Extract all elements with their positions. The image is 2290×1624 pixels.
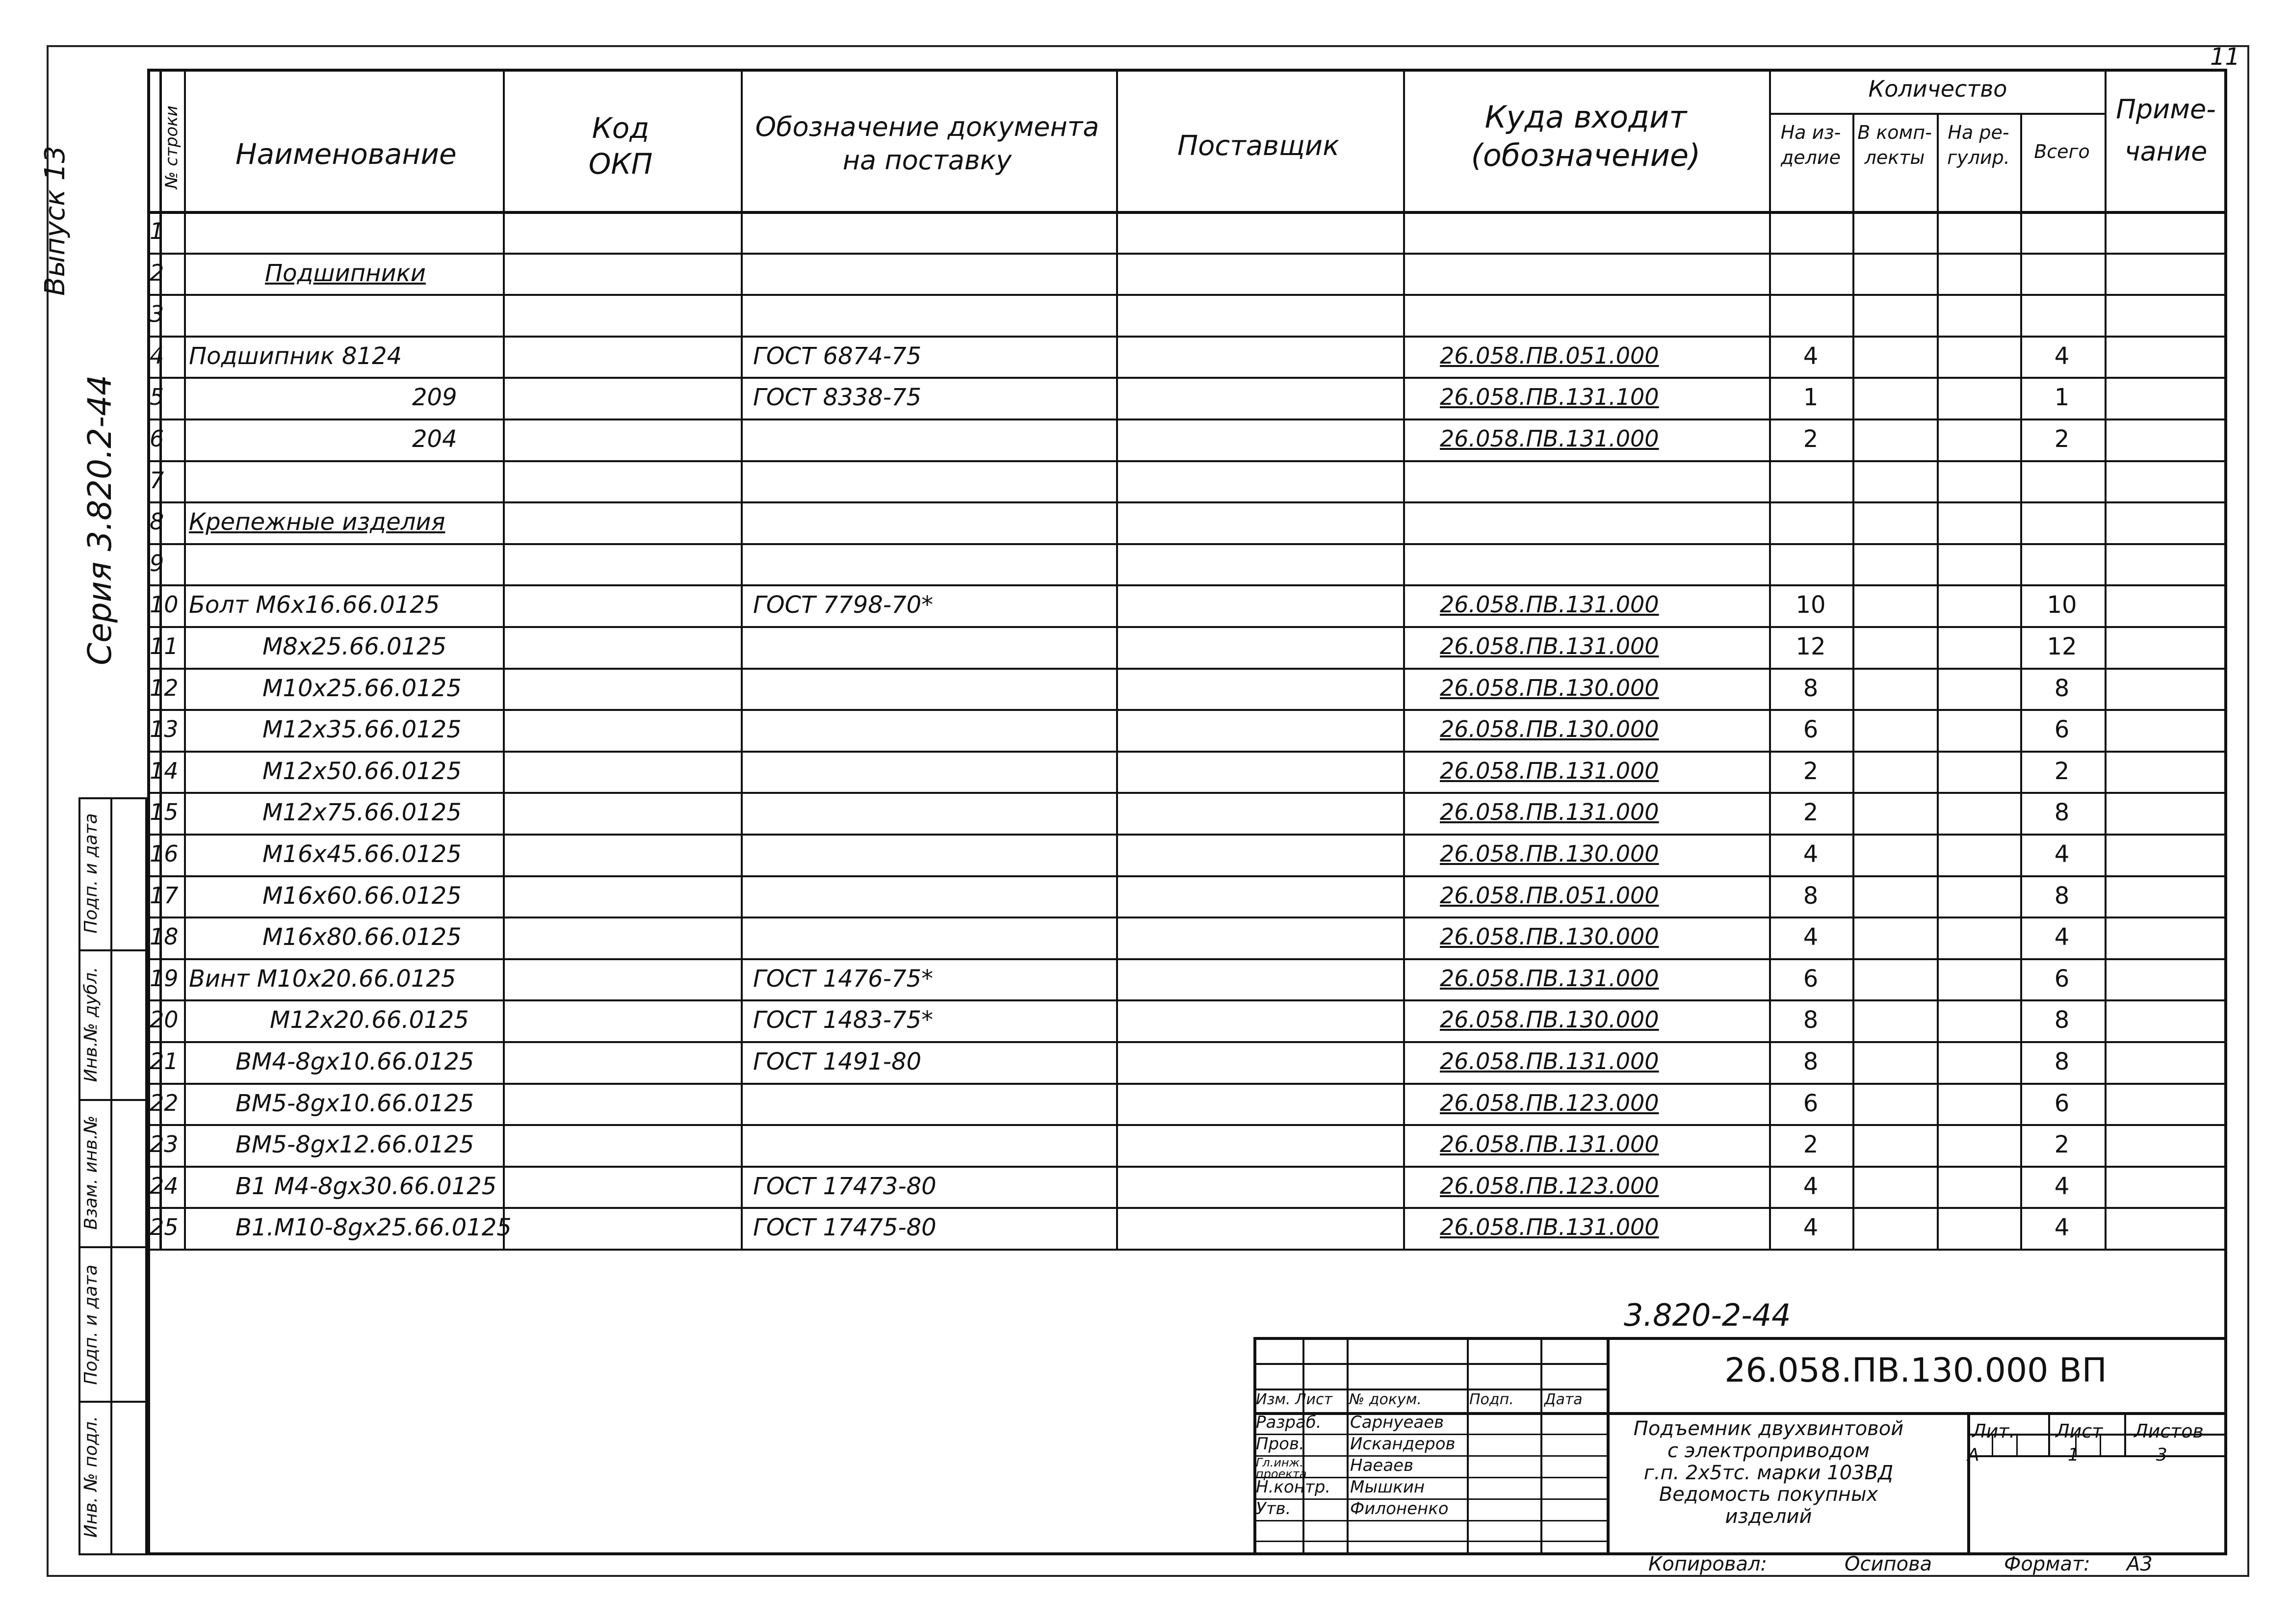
row-rule	[147, 999, 2227, 1001]
col-rule	[741, 69, 743, 1249]
col-rule	[1116, 69, 1118, 1249]
qty-subheader-rule	[1769, 113, 2105, 115]
row-number: 4	[150, 342, 164, 369]
tb-line	[1253, 1541, 1607, 1542]
item-qty: 12	[1796, 633, 1826, 660]
item-name: М16х80.66.0125	[262, 923, 462, 951]
stamp-replace-inv: Взам. инв.№	[81, 1115, 101, 1230]
tb-role: Гл.инж. проекта	[1256, 1456, 1307, 1481]
tb-person: Филоненко	[1350, 1499, 1449, 1519]
item-qty: 2	[1803, 757, 1819, 785]
item-where: 26.058.ПВ.123.000	[1440, 1089, 1659, 1116]
tb-line	[1607, 1412, 2227, 1415]
item-qty: 2	[1803, 425, 1819, 453]
item-name: Крепежные изделия	[189, 508, 445, 536]
row-number: 25	[150, 1214, 179, 1241]
tb-line	[1253, 1388, 1607, 1390]
item-name: М10х25.66.0125	[262, 674, 462, 702]
row-number: 3	[150, 301, 164, 328]
item-where: 26.058.ПВ.130.000	[1440, 1006, 1659, 1033]
col-rule	[1937, 113, 1939, 1249]
tb-sheets-label: Листов	[2134, 1420, 2204, 1442]
row-rule	[147, 543, 2227, 545]
item-total: 4	[2054, 840, 2070, 868]
row-rule	[147, 1207, 2227, 1209]
row-rule	[147, 958, 2227, 960]
tb-line	[1467, 1337, 1469, 1555]
item-total: 8	[2054, 799, 2070, 827]
item-name: 209	[412, 384, 457, 412]
row-number: 11	[150, 633, 179, 659]
row-number: 22	[150, 1089, 179, 1116]
sheet-corner-number: 11	[2210, 43, 2240, 71]
item-name: М8х25.66.0125	[262, 633, 447, 660]
item-doc: ГОСТ 1483-75*	[753, 1006, 934, 1034]
item-total: 10	[2047, 591, 2077, 619]
row-number: 14	[150, 757, 179, 784]
tb-title	[1609, 1418, 1928, 1528]
item-qty: 4	[1803, 342, 1819, 370]
copied-label: Копировал:	[1648, 1553, 1768, 1575]
item-name: ВМ5-8gх12.66.0125	[235, 1131, 474, 1159]
item-qty: 8	[1803, 1048, 1819, 1075]
tb-role: Разраб.	[1256, 1413, 1322, 1432]
row-number: 23	[150, 1131, 179, 1158]
item-where: 26.058.ПВ.131.000	[1440, 757, 1659, 784]
item-where: 26.058.ПВ.051.000	[1440, 342, 1659, 369]
row-number: 17	[150, 882, 179, 909]
item-doc: ГОСТ 1491-80	[753, 1048, 922, 1075]
row-rule	[147, 751, 2227, 753]
row-number: 24	[150, 1172, 179, 1199]
row-rule	[147, 460, 2227, 462]
item-qty: 6	[1803, 965, 1819, 993]
tb-title-line-5: изделий	[1725, 1505, 1812, 1528]
tb-role: Н.контр.	[1256, 1477, 1331, 1497]
tb-head-sign: Подп.	[1469, 1391, 1514, 1408]
row-number: 13	[150, 716, 179, 743]
tb-head-doc: № докум.	[1349, 1391, 1422, 1408]
item-doc: ГОСТ 17475-80	[753, 1214, 937, 1242]
item-qty: 6	[1803, 716, 1819, 744]
item-where: 26.058.ПВ.130.000	[1440, 840, 1659, 867]
tb-line	[1967, 1455, 2227, 1457]
item-total: 1	[2054, 384, 2070, 412]
item-total: 4	[2054, 342, 2070, 370]
col-rule	[1403, 69, 1405, 1249]
tb-line	[1253, 1520, 1607, 1521]
tb-line	[2124, 1412, 2126, 1455]
item-total: 6	[2054, 1089, 2070, 1117]
item-where: 26.058.ПВ.131.000	[1440, 425, 1659, 452]
tb-line	[2016, 1434, 2018, 1455]
item-qty: 4	[1803, 1172, 1819, 1200]
item-qty: 2	[1803, 799, 1819, 827]
item-total: 4	[2054, 1214, 2070, 1242]
row-rule	[147, 834, 2227, 836]
series-code: 3.820-2-44	[1624, 1297, 1791, 1333]
col-rule	[2105, 69, 2107, 1249]
tb-line	[1253, 1363, 1607, 1365]
row-rule	[147, 626, 2227, 628]
format-label: Формат:	[2004, 1553, 2090, 1575]
row-rule	[147, 1249, 2227, 1251]
row-rule	[147, 419, 2227, 420]
row-rule	[147, 377, 2227, 379]
tb-lit: А	[1967, 1445, 1979, 1465]
item-total: 12	[2047, 633, 2077, 660]
tb-line	[1540, 1337, 1542, 1555]
item-qty: 4	[1803, 1214, 1819, 1242]
item-total: 4	[2054, 923, 2070, 951]
item-where: 26.058.ПВ.123.000	[1440, 1172, 1659, 1199]
tb-line	[2048, 1412, 2050, 1455]
item-name: Винт М10х20.66.0125	[189, 965, 456, 993]
item-where: 26.058.ПВ.051.000	[1440, 882, 1659, 909]
row-rule	[147, 917, 2227, 918]
item-where: 26.058.ПВ.131.000	[1440, 591, 1659, 618]
item-where: 26.058.ПВ.131.000	[1440, 1048, 1659, 1074]
item-doc: ГОСТ 8338-75	[753, 384, 922, 412]
row-rule	[147, 1041, 2227, 1043]
tb-line	[1347, 1337, 1349, 1555]
row-rule	[147, 792, 2227, 794]
tb-title-line-4: Ведомость покупных	[1659, 1483, 1878, 1506]
item-where: 26.058.ПВ.130.000	[1440, 716, 1659, 743]
row-rule	[147, 668, 2227, 670]
tb-head-izm: Изм.	[1256, 1391, 1291, 1408]
header-note: Приме- чание	[2116, 94, 2216, 167]
item-doc: ГОСТ 7798-70*	[753, 591, 934, 619]
item-name: Подшипники	[265, 259, 426, 287]
item-qty: 6	[1803, 1089, 1819, 1117]
tb-head-date: Дата	[1544, 1391, 1583, 1408]
row-number: 9	[150, 550, 164, 576]
row-number: 1	[150, 218, 164, 244]
header-code: Код ОКП	[588, 111, 653, 181]
row-number: 7	[150, 467, 164, 494]
row-number: 5	[150, 384, 164, 411]
header-rule	[147, 211, 2227, 214]
header-qty: Количество	[1868, 76, 2007, 102]
stamp-sign-date-2: Подп. и дата	[81, 813, 101, 934]
tb-person: Мышкин	[1350, 1477, 1425, 1497]
row-number: 6	[150, 425, 164, 452]
item-total: 2	[2054, 425, 2070, 453]
row-rule	[147, 1083, 2227, 1085]
stamp-sign-date-1: Подп. и дата	[81, 1264, 101, 1385]
row-rule	[147, 1166, 2227, 1168]
header-row-no: № строки	[162, 105, 182, 189]
row-number: 16	[150, 840, 179, 867]
item-name: ВМ4-8gх10.66.0125	[235, 1048, 474, 1075]
item-name: В1 М4-8gх30.66.0125	[235, 1172, 497, 1200]
row-number: 21	[150, 1048, 179, 1074]
issue-label: Выпуск 13	[39, 145, 71, 296]
row-rule	[147, 294, 2227, 296]
tb-top	[1253, 1337, 2227, 1340]
row-number: 20	[150, 1006, 179, 1033]
item-total: 2	[2054, 1131, 2070, 1159]
header-qty-kits: В комп- лекты	[1857, 122, 1932, 169]
header-name: Наименование	[235, 137, 457, 171]
tb-sheets: 3	[2156, 1445, 2167, 1465]
item-total: 4	[2054, 1172, 2070, 1200]
tb-title-line-1: Подъемник двухвинтовой	[1633, 1417, 1904, 1440]
row-rule	[147, 875, 2227, 877]
tb-role: Утв.	[1256, 1499, 1291, 1519]
tb-role: Пров.	[1256, 1434, 1304, 1454]
row-rule	[147, 709, 2227, 711]
item-total: 2	[2054, 757, 2070, 785]
item-total: 8	[2054, 674, 2070, 702]
stamp-inv-orig: Инв. № подл.	[81, 1415, 101, 1538]
designation: 26.058.ПВ.130.000 ВП	[1724, 1351, 2107, 1390]
item-name: М12х50.66.0125	[262, 757, 462, 785]
tb-head-list: Лист	[1295, 1391, 1333, 1408]
item-name: В1.М10-8gх25.66.0125	[235, 1214, 512, 1242]
item-name: Болт М6х16.66.0125	[189, 591, 440, 619]
tb-line	[1253, 1455, 1607, 1457]
item-doc: ГОСТ 6874-75	[753, 342, 922, 370]
item-doc: ГОСТ 1476-75*	[753, 965, 934, 993]
item-name: М12х35.66.0125	[262, 716, 462, 744]
header-supplier: Поставщик	[1177, 130, 1340, 162]
tb-person: Искандеров	[1350, 1434, 1456, 1454]
row-number: 12	[150, 674, 179, 701]
item-where: 26.058.ПВ.131.000	[1440, 799, 1659, 826]
item-name: ВМ5-8gх10.66.0125	[235, 1089, 474, 1117]
item-qty: 8	[1803, 1006, 1819, 1034]
item-total: 8	[2054, 1048, 2070, 1075]
copied-by: Осипова	[1845, 1553, 1932, 1575]
row-rule	[147, 584, 2227, 586]
row-rule	[147, 501, 2227, 503]
tb-sheet: 1	[2068, 1445, 2079, 1465]
item-name: М12х75.66.0125	[262, 799, 462, 827]
item-where: 26.058.ПВ.131.000	[1440, 633, 1659, 659]
item-where: 26.058.ПВ.130.000	[1440, 674, 1659, 701]
item-name: Подшипник 8124	[189, 342, 402, 370]
item-name: М16х45.66.0125	[262, 840, 462, 868]
item-qty: 10	[1796, 591, 1826, 619]
col-rule	[184, 69, 186, 1249]
item-total: 8	[2054, 1006, 2070, 1034]
item-qty: 2	[1803, 1131, 1819, 1159]
item-name: М16х60.66.0125	[262, 882, 462, 910]
item-qty: 8	[1803, 674, 1819, 702]
item-name: М12х20.66.0125	[270, 1006, 469, 1034]
item-where: 26.058.ПВ.131.100	[1440, 384, 1659, 411]
row-number: 18	[150, 923, 179, 950]
tb-title-line-2: с электроприводом	[1667, 1439, 1870, 1462]
header-qty-adj: На ре- гулир.	[1947, 122, 2010, 169]
item-total: 8	[2054, 882, 2070, 910]
row-rule	[147, 253, 2227, 255]
stamp-inv-dup: Инв.№ дубл.	[81, 967, 101, 1082]
item-qty: 8	[1803, 882, 1819, 910]
row-rule	[147, 1124, 2227, 1126]
header-where: Куда входит (обозначение)	[1471, 99, 1701, 173]
row-number: 19	[150, 965, 179, 992]
header-qty-total: Всего	[2034, 141, 2090, 162]
row-number: 2	[150, 259, 164, 286]
item-where: 26.058.ПВ.131.000	[1440, 965, 1659, 992]
tb-person: Сарнуеаев	[1350, 1413, 1444, 1432]
row-rule	[147, 336, 2227, 338]
item-qty: 1	[1803, 384, 1819, 412]
col-rule	[503, 69, 505, 1249]
row-number: 8	[150, 508, 164, 535]
col-rule	[1852, 113, 1854, 1249]
item-where: 26.058.ПВ.131.000	[1440, 1131, 1659, 1158]
header-doc: Обозначение документа на поставку	[755, 111, 1099, 176]
tb-title-line-3: г.п. 2х5тс. марки 103ВД	[1643, 1461, 1894, 1484]
item-total: 6	[2054, 716, 2070, 744]
tb-line	[1967, 1412, 1970, 1555]
tb-person: Наеаев	[1350, 1456, 1414, 1475]
series-label: Серия 3.820.2-44	[81, 375, 119, 665]
item-where: 26.058.ПВ.130.000	[1440, 923, 1659, 950]
tb-sheet-label: Лист	[2056, 1420, 2103, 1442]
header-qty-item: На из- делие	[1780, 122, 1841, 169]
row-number: 10	[150, 591, 179, 618]
tb-lit-label: Лит.	[1972, 1420, 2015, 1442]
item-doc: ГОСТ 17473-80	[753, 1172, 937, 1200]
item-qty: 4	[1803, 923, 1819, 951]
row-number: 15	[150, 799, 179, 826]
item-name: 204	[412, 425, 457, 453]
item-qty: 4	[1803, 840, 1819, 868]
item-total: 6	[2054, 965, 2070, 993]
item-where: 26.058.ПВ.131.000	[1440, 1214, 1659, 1241]
format-value: А3	[2127, 1553, 2153, 1575]
